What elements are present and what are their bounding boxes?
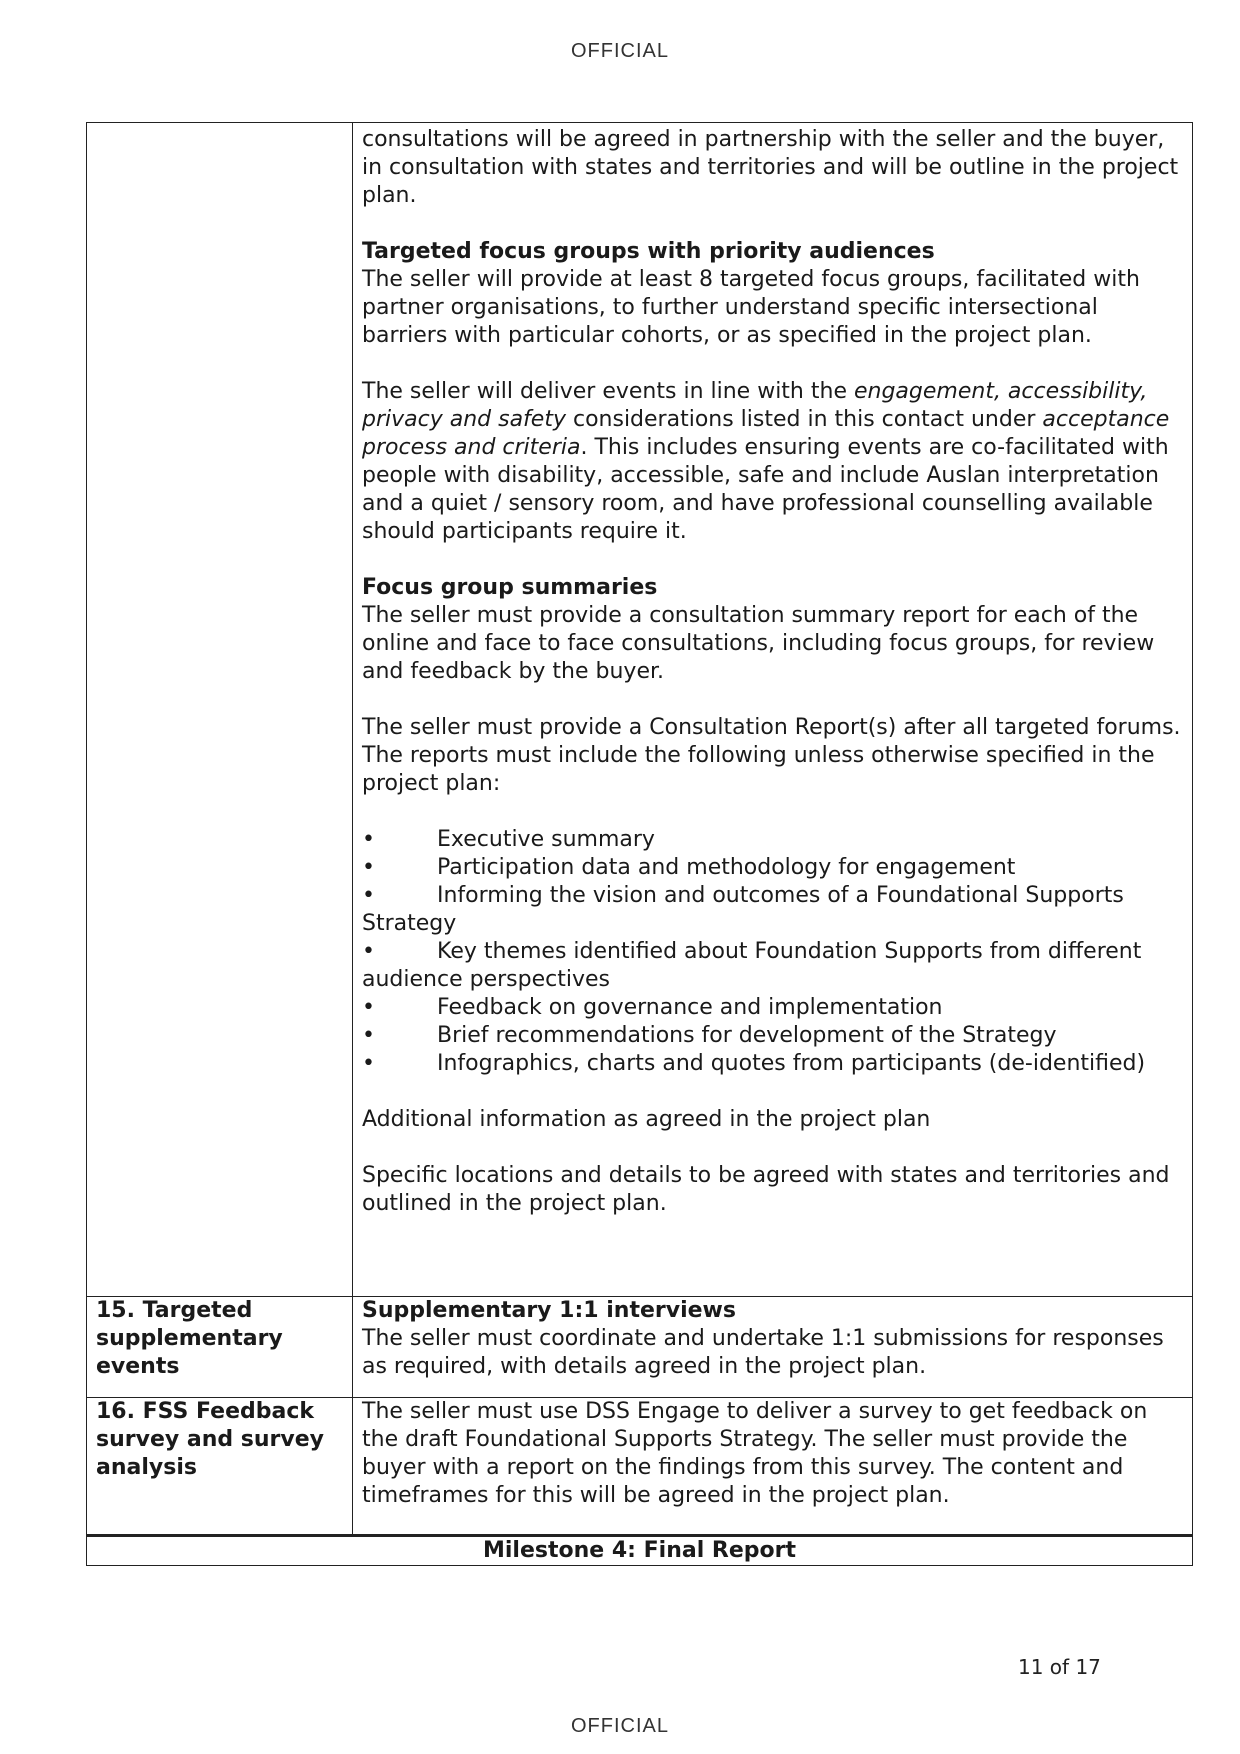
page-number: 11 of 17 [1018,1655,1101,1679]
item-label-cell [87,123,353,1297]
interviews-heading: Supplementary 1:1 interviews [362,1298,736,1323]
table-row [87,1536,1193,1566]
item-description-cell [353,123,1193,1297]
table-row [87,1398,1193,1536]
events-emphasis-1: engagement, accessibility, privacy and safety [362,379,1148,432]
events-emphasis-2: acceptance process and criteria [362,407,1170,460]
survey-text: The seller must use DSS Engage to deliver a survey to get feedback on the draft Foundational Supports Strategy. The seller must provide the buyer with a report on the findings from this survey. The content and timeframes for this will be agreed in the project plan. [362,1399,1148,1508]
report-paragraph: The seller must provide a Consultation Report(s) after all targeted forums. The reports must include the following unless otherwise specified in the project plan: [362,715,1181,796]
bullet-icon: • [362,1051,375,1076]
additional-info-paragraph: Additional information as agreed in the project plan [362,1107,931,1132]
requirements-table [86,122,1193,1566]
security-marking-bottom: OFFICIAL [570,1715,669,1737]
bullet-icon: • [362,1023,375,1048]
events-text-2: considerations listed in this contact under [565,407,1043,432]
list-item: • Participation data and methodology for engagement [362,855,1016,880]
item-label-cell [87,1297,353,1398]
list-item: • Infographics, charts and quotes from participants (de-identified) [362,1051,1146,1076]
interviews-text: The seller must coordinate and undertake 1:1 submissions for responses as required, with details agreed in the project plan. [362,1326,1164,1379]
bullet-icon: • [362,827,375,852]
summaries-section [362,574,1183,686]
table-row [87,123,1193,1297]
summaries-text: The seller must provide a consultation summary report for each of the online and face to face consultations, including focus groups, for review and feedback by the buyer. [362,603,1155,684]
list-item: • Executive summary [362,827,655,852]
intro-paragraph: consultations will be agreed in partnership with the seller and the buyer, in consultation with states and territories and will be outline in the project plan. [362,127,1179,208]
table-row [87,1297,1193,1398]
item-label-cell [87,1398,353,1536]
focus-groups-text: The seller will provide at least 8 targeted focus groups, facilitated with partner organisations, to further understand specific intersectional barriers with particular cohorts, or as specified in the project plan. [362,267,1140,348]
events-paragraph [362,378,1183,546]
item-16-label: 16. FSS Feedback survey and survey analysis [96,1399,324,1480]
milestone-heading: Milestone 4: Final Report [87,1536,1193,1566]
events-text-1: The seller will deliver events in line with the [362,379,854,404]
bullet-icon: • [362,883,375,908]
security-marking-top: OFFICIAL [570,40,669,62]
bullet-icon: • [362,939,375,964]
focus-groups-heading: Targeted focus groups with priority audiences [362,239,935,264]
bullet-icon: • [362,995,375,1020]
item-description-cell [353,1297,1193,1398]
list-item: • Informing the vision and outcomes of a Foundational Supports Strategy [362,883,1124,936]
list-item: • Brief recommendations for development of the Strategy [362,1023,1057,1048]
list-item: • Feedback on governance and implementation [362,995,943,1020]
events-text-3: . This includes ensuring events are co-facilitated with people with disability, accessible, safe and include Auslan interpretation and a quiet / sensory room, and have professional counselling available should participants require it. [362,435,1169,544]
list-item: • Key themes identified about Foundation Supports from different audience perspectives [362,939,1142,992]
focus-groups-section [362,238,1183,350]
locations-paragraph: Specific locations and details to be agreed with states and territories and outlined in the project plan. [362,1163,1170,1216]
item-description-cell [353,1398,1193,1536]
summaries-heading: Focus group summaries [362,575,658,600]
bullet-icon: • [362,855,375,880]
item-15-label: 15. Targeted supplementary events [96,1298,283,1379]
report-contents-list [362,826,1183,1078]
